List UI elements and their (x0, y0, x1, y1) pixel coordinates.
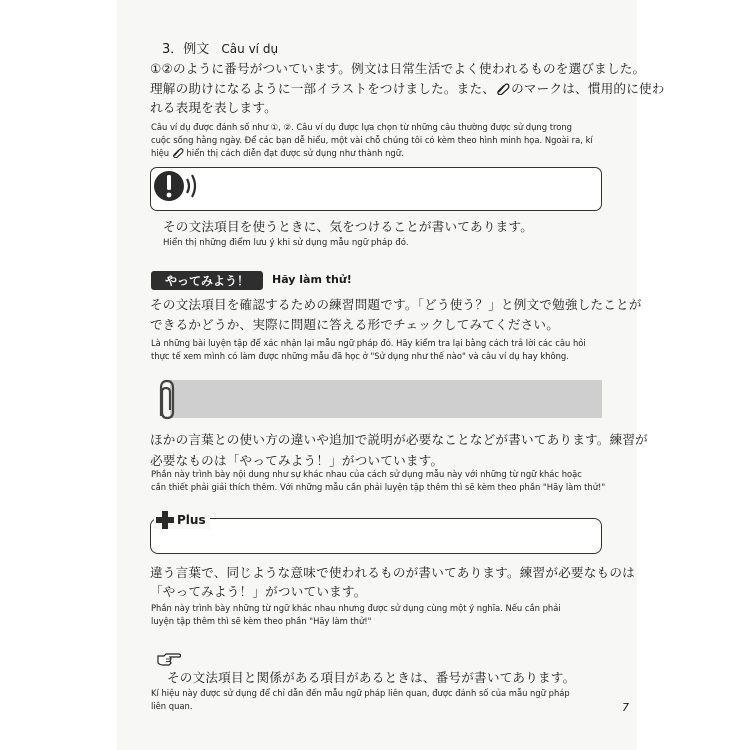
yatte-jp-line-2: できるかどうか、実際に問題に答える形でチェックしてみてください。 (150, 317, 560, 332)
paperclip-large-icon (151, 378, 181, 426)
clip-band (170, 380, 602, 418)
example-jp-line-2-text-b: のマークは、慣用的に使わ (511, 81, 665, 96)
plus-cross-icon (156, 511, 174, 529)
plus-vn-line-1: Phần này trình bày những từ ngữ khác nhau nhưng được sử dụng cùng một ý nghĩa. Nếu cần phải (151, 603, 561, 613)
clip-jp-line-2: 必要なものは「やってみよう！」がついています。 (150, 453, 444, 468)
example-vn-line-3-b: hiển thị cách diễn đạt được sử dụng như thành ngữ. (186, 148, 404, 158)
plus-jp-line-2: 「やってみよう！」がついています。 (150, 584, 367, 599)
paperclip-icon (172, 147, 184, 161)
caution-box (150, 167, 602, 211)
pointing-hand-icon (157, 652, 181, 671)
plus-jp-line-1: 違う言葉で、同じような意味で使われるものが書いてあります。練習が必要なものは (150, 565, 635, 580)
example-vn-line-3-a: hiệu (151, 148, 170, 158)
yatte-jp-line-1: その文法項目を確認するための練習問題です。「どう使う？」と例文で勉強したことが (150, 297, 642, 312)
plus-vn-line-2: luyện tập thêm thì sẽ kèm theo phần "Hãy làm thử!" (151, 616, 372, 626)
related-vn-line-1: Kí hiệu này được sử dụng để chỉ dẫn đến mẫu ngữ pháp liên quan, được đánh số của mẫu ngữ pháp (151, 688, 570, 698)
plus-label: Plus (177, 513, 206, 527)
plus-box (150, 518, 602, 554)
clip-vn-line-2: cần thiết phải giải thích thêm. Với những mẫu cần phải luyện tập thêm thì sẽ kèm theo phần "Hãy làm thử!" (151, 482, 606, 492)
caution-speaker-icon (152, 166, 200, 210)
yatte-vn-line-2: thực tế xem mình có làm được những mẫu đã học ở "Sử dụng như thế nào" và câu ví dụ hay không. (151, 351, 569, 361)
example-jp-line-3: れる表現を表します。 (150, 100, 277, 115)
example-jp-line-2 (150, 81, 665, 98)
section-number: 3．例文 (162, 42, 210, 57)
example-vn-line-2: cuộc sống hằng ngày. Để các bạn dễ hiểu, một vài chỗ chúng tôi có kèm theo hình minh họa. Ngoài ra, kí (151, 135, 593, 145)
section-heading (162, 38, 278, 57)
caution-vn: Hiển thị những điểm lưu ý khi sử dụng mẫu ngữ pháp đó. (163, 238, 409, 248)
clip-vn-line-1: Phần này trình bày nội dung như sự khác nhau của cách sử dụng mẫu này với những từ ngữ khác hoặc (151, 469, 582, 479)
yatte-tab: やってみよう！ (151, 271, 263, 290)
paperclip-icon (496, 82, 510, 98)
example-vn-line-1: Câu ví dụ được đánh số như ①, ②. Câu ví dụ được lựa chọn từ những câu thường được sử dụng trong (151, 122, 572, 132)
related-jp: その文法項目と関係がある項目があるときは、番号が書いてあります。 (167, 670, 576, 685)
section-title-vn: Câu ví dụ (221, 42, 279, 56)
example-vn-line-3 (151, 147, 404, 161)
example-jp-line-2-text: 理解の助けになるように一部イラストをつけました。また、 (150, 81, 496, 96)
yatte-title-vn: Hãy làm thử! (272, 273, 352, 286)
yatte-vn-line-1: Là những bài luyện tập để xác nhận lại mẫu ngữ pháp đó. Hãy kiểm tra lại bằng cách trả lời các câu hỏi (151, 338, 586, 348)
related-vn-line-2: liên quan. (151, 701, 193, 711)
caution-jp: その文法項目を使うときに、気をつけることが書いてあります。 (163, 219, 534, 234)
page-number: 7 (622, 701, 629, 714)
plus-header (154, 511, 210, 529)
example-jp-line-1: ①②のように番号がついています。例文は日常生活でよく使われるものを選びました。 (150, 61, 646, 76)
clip-jp-line-1: ほかの言葉との使い方の違いや追加で説明が必要なことなどが書いてあります。練習が (150, 432, 648, 447)
